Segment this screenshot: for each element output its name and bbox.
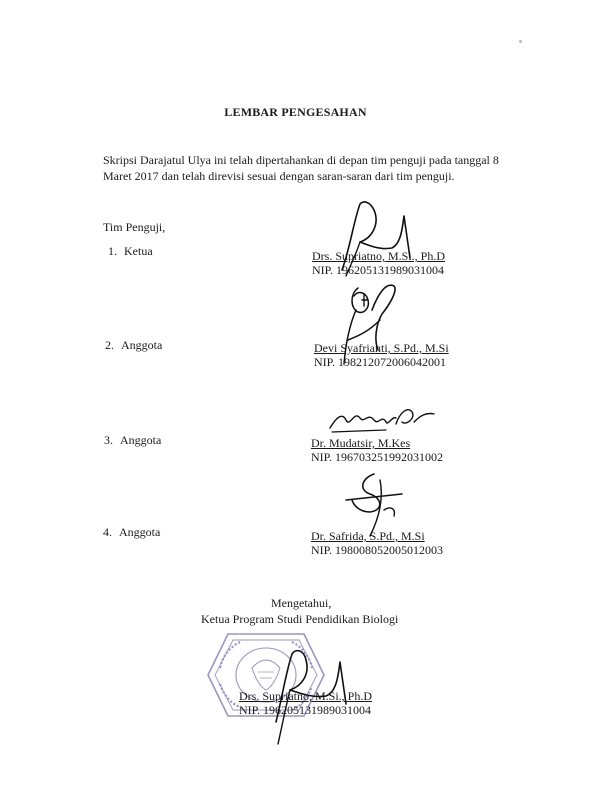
signature-5-icon bbox=[262, 636, 362, 748]
committee-heading: Tim Penguji, bbox=[103, 220, 166, 234]
examiner-1-name: Drs. Supriatno, M.Si., Ph.D bbox=[312, 249, 446, 263]
examiner-3-nip: NIP. 196703251992031002 bbox=[311, 450, 444, 464]
examiner-4-nip: NIP. 198008052005012003 bbox=[311, 543, 444, 557]
approval-name: Drs. Supriatno, M.Si., Ph.D bbox=[239, 689, 373, 703]
signature-3-icon bbox=[326, 402, 436, 434]
approval-nip: NIP. 196205131989031004 bbox=[239, 703, 372, 717]
examiner-4-number: 4. bbox=[103, 525, 112, 539]
examiner-2-nip: NIP. 198212072006042001 bbox=[314, 355, 447, 369]
approval-heading: Mengetahui, bbox=[271, 596, 332, 610]
examiner-1-role: Ketua bbox=[124, 244, 153, 258]
examiner-3-name: Dr. Mudatsir, M.Kes bbox=[311, 436, 411, 450]
examiner-2-number: 2. bbox=[105, 338, 114, 352]
examiner-4-role: Anggota bbox=[119, 525, 161, 539]
examiner-1-nip: NIP. 196205131989031004 bbox=[312, 263, 445, 277]
examiner-3-number: 3. bbox=[104, 433, 113, 447]
signature-1-icon bbox=[330, 198, 420, 278]
examiner-4-name: Dr. Safrida, S.Pd., M.Si bbox=[311, 529, 425, 543]
examiner-2-role: Anggota bbox=[121, 338, 163, 352]
approval-statement: Skripsi Darajatul Ulya ini telah dipertahankan di depan tim penguji pada tanggal 8 Maret 2017 dan telah direvisi sesuai dengan saran-saran dari tim penguji. bbox=[103, 153, 499, 183]
signature-4-icon bbox=[344, 470, 404, 540]
examiner-1-number: 1. bbox=[108, 244, 117, 258]
examiner-2-name: Devi Syafrianti, S.Pd., M.Si bbox=[314, 341, 449, 355]
signature-2-icon bbox=[328, 280, 408, 370]
examiner-3-role: Anggota bbox=[120, 433, 162, 447]
scan-speck bbox=[519, 40, 522, 43]
page-title: LEMBAR PENGESAHAN bbox=[224, 105, 367, 119]
approval-position: Ketua Program Studi Pendidikan Biologi bbox=[201, 612, 399, 626]
